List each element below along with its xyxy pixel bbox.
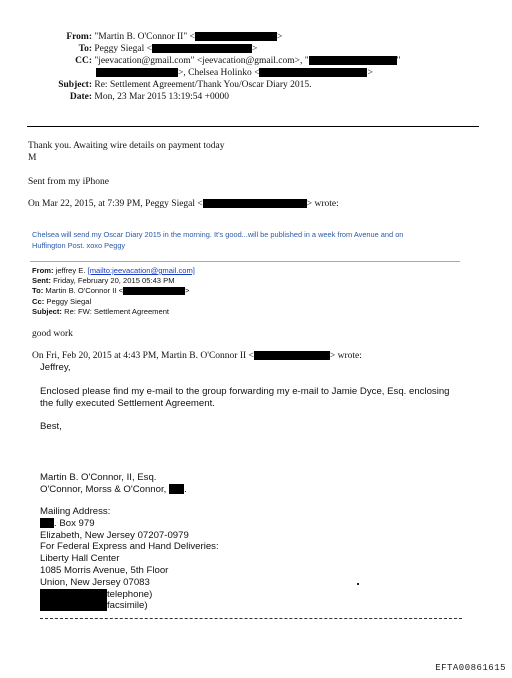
fwd-sent-row	[32, 276, 195, 286]
bracket: >	[185, 286, 190, 296]
telephone-row	[40, 589, 219, 601]
quote-intro	[28, 198, 339, 210]
reply-line-1: Thank you. Awaiting wire details on payment today	[28, 141, 225, 151]
date-value: Mon, 23 Mar 2015 13:19:54 +0000	[94, 92, 230, 102]
redaction	[169, 484, 184, 494]
cc-label: CC:	[75, 56, 92, 66]
fwd-sent-value: Friday, February 20, 2015 05:43 PM	[53, 276, 175, 286]
signature-block	[40, 472, 187, 496]
liberty-hall: Liberty Hall Center	[40, 553, 120, 565]
fwd-cc-label: Cc:	[32, 296, 45, 306]
fwd-from-row	[32, 266, 195, 276]
redaction	[259, 68, 367, 77]
good-work: good work	[32, 329, 73, 339]
address-block	[40, 506, 219, 612]
fwd-subject-value: Re: FW: Settlement Agreement	[64, 306, 170, 316]
fwd-to-label: To:	[32, 286, 44, 296]
body-line-1: Enclosed please find my e-mail to the group forwarding my e-mail to Jamie Dyce, Esq. enclosing	[40, 386, 450, 397]
email-header	[40, 31, 400, 103]
fwd-to-row	[32, 286, 195, 296]
redaction	[40, 518, 54, 528]
subject-label: Subject:	[58, 80, 92, 90]
sig-firm-end: .	[183, 483, 187, 495]
from-value: "Martin B. O'Connor II" <	[94, 32, 195, 42]
fwd-sent-label: Sent:	[32, 276, 51, 286]
redaction	[40, 600, 107, 611]
redaction	[152, 44, 252, 53]
redaction	[123, 287, 185, 295]
bracket: >	[367, 68, 373, 78]
bracket: >	[276, 32, 283, 42]
redaction	[203, 199, 307, 208]
facsimile-text: facsimile)	[107, 600, 148, 612]
cc-value: "jeevacation@gmail.com" <jeevacation@gmail.com>, "	[94, 56, 309, 66]
peggy-message	[32, 229, 403, 251]
bates-number: EFTA00861615	[435, 663, 506, 673]
to-label: To:	[78, 44, 92, 54]
closing: Best,	[40, 421, 62, 432]
union: Union, New Jersey 07083	[40, 576, 150, 588]
header-divider	[27, 126, 479, 127]
second-quote-wrote: > wrote:	[329, 351, 362, 361]
fwd-from-value: jeffrey E.	[55, 266, 86, 275]
forward-divider	[30, 261, 460, 262]
street: 1085 Morris Avenue, 5th Floor	[40, 564, 169, 576]
forward-header	[32, 266, 195, 317]
second-quote-intro	[32, 350, 362, 362]
subject-value: Re: Settlement Agreement/Thank You/Oscar Diary 2015.	[94, 80, 312, 90]
mailing-label: Mailing Address:	[40, 506, 111, 517]
redaction	[40, 589, 107, 600]
quote-mark: "	[396, 56, 401, 66]
redaction	[96, 68, 178, 77]
subject-row	[40, 79, 400, 91]
quote-wrote: > wrote:	[306, 199, 339, 209]
fwd-cc-value: Peggy Siegal	[46, 296, 92, 306]
stray-mark	[357, 583, 359, 585]
cc-value-2: >, Chelsea Holinko <	[178, 68, 260, 78]
greeting: Jeffrey,	[40, 362, 71, 373]
fwd-from-label: From:	[32, 266, 54, 275]
box-text: . Box 979	[54, 517, 95, 529]
body-line-2: the fully executed Settlement Agreement.	[40, 398, 215, 409]
fwd-subject-row	[32, 307, 195, 317]
sent-from-iphone: Sent from my iPhone	[28, 177, 110, 187]
reply-line-2: M	[28, 153, 37, 163]
dashed-divider	[40, 618, 462, 619]
to-value: Peggy Siegal <	[94, 44, 152, 54]
bracket: >	[251, 44, 258, 54]
facsimile-row	[40, 600, 219, 612]
second-quote-intro-text: On Fri, Feb 20, 2015 at 4:43 PM, Martin B. O'Connor II <	[32, 351, 254, 361]
cc-row	[40, 55, 400, 67]
sig-firm: O'Connor, Morss & O'Connor,	[40, 483, 167, 495]
redaction	[254, 351, 330, 360]
quote-intro-text: On Mar 22, 2015, at 7:39 PM, Peggy Siegal <	[28, 199, 203, 209]
date-label: Date:	[69, 92, 92, 102]
redaction	[309, 56, 397, 65]
fwd-to-value: Martin B. O'Connor II <	[45, 286, 124, 296]
peggy-line-1: Chelsea will send my Oscar Diary 2015 in the morning. It's good...will be published in a week from Avenue and on	[32, 230, 404, 239]
cc-row-2	[40, 67, 400, 79]
redaction	[195, 32, 277, 41]
peggy-line-2: Huffington Post. xoxo Peggy	[32, 241, 126, 250]
fwd-subject-label: Subject:	[32, 306, 62, 316]
date-row	[40, 91, 400, 103]
from-label: From:	[66, 32, 92, 42]
fedex-label: For Federal Express and Hand Deliveries:	[40, 541, 219, 553]
city: Elizabeth, New Jersey 07207-0979	[40, 529, 189, 541]
sig-name: Martin B. O'Connor, II, Esq.	[40, 472, 157, 483]
from-row	[40, 31, 400, 43]
fwd-mailto-link[interactable]: [mailto:jeevacation@gmail.com]	[87, 266, 195, 275]
telephone-text: telephone)	[107, 588, 153, 600]
sig-firm-row	[40, 484, 187, 496]
to-row	[40, 43, 400, 55]
box-row	[40, 518, 219, 530]
fwd-cc-row	[32, 297, 195, 307]
